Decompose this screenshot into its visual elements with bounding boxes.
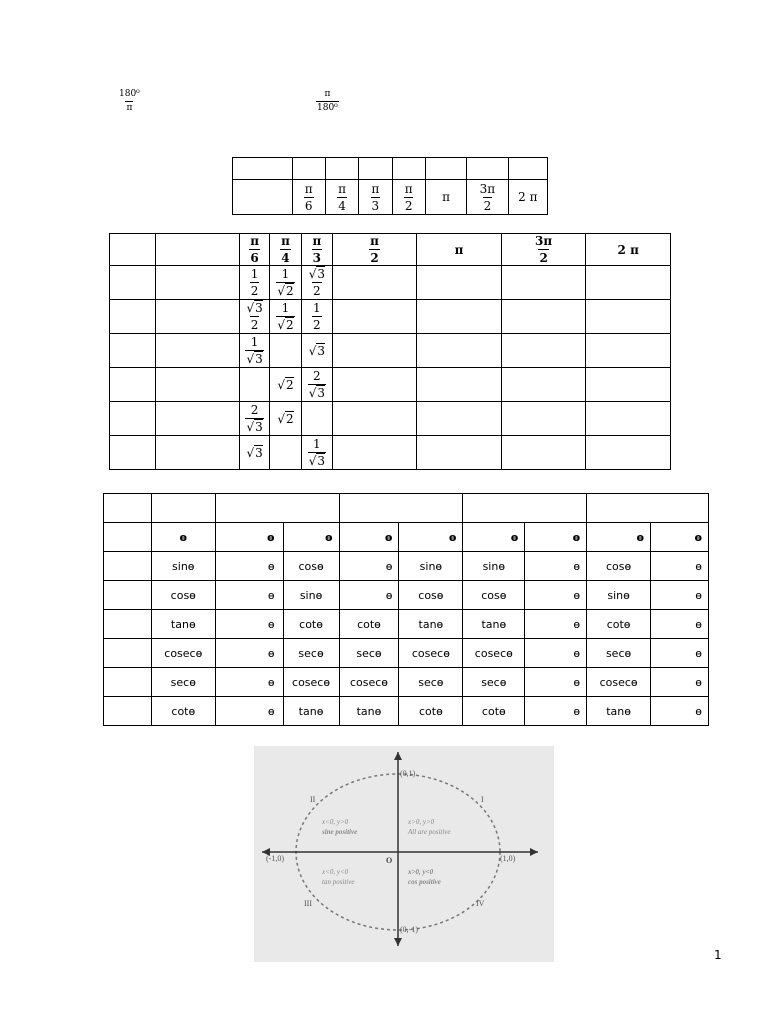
- table-cell: secө: [283, 639, 339, 668]
- radicand: 3: [317, 267, 325, 281]
- table-cell: [270, 300, 302, 334]
- two-pi: 2 π: [617, 242, 639, 257]
- table-cell: [110, 300, 156, 334]
- fraction-numerator: 1: [313, 437, 321, 451]
- table-cell: [155, 266, 239, 300]
- table-cell: [292, 180, 325, 215]
- fraction-denominator: √3: [308, 386, 325, 400]
- table-cell: cotө: [399, 697, 463, 726]
- table-cell: tanө: [587, 697, 651, 726]
- theta-symbol: ө: [694, 530, 702, 544]
- quadrant-iii-label: III: [304, 899, 312, 908]
- fraction-numerator: √3: [246, 301, 263, 315]
- two-pi: 2 π: [518, 190, 538, 204]
- fraction-numerator: π: [371, 181, 380, 196]
- table-cell: [586, 402, 671, 436]
- fraction-numerator: √3: [308, 267, 325, 281]
- table-cell: [586, 368, 671, 402]
- theta-header: [525, 523, 587, 552]
- radian-conversion-fraction: [316, 90, 339, 113]
- theta-symbol: ө: [324, 530, 333, 544]
- fraction-denominator: 2: [313, 284, 321, 298]
- table-cell: ө: [651, 610, 709, 639]
- fraction-denominator: 6: [250, 251, 259, 265]
- table-cell: [417, 234, 502, 266]
- table-cell: [467, 158, 508, 180]
- table-cell: cotө: [339, 610, 399, 639]
- table-cell: ө: [525, 552, 587, 581]
- table-row: [104, 639, 709, 668]
- angle-table: [232, 157, 548, 215]
- table-cell: secө: [399, 668, 463, 697]
- table-cell: [292, 158, 325, 180]
- table-cell: [332, 234, 417, 266]
- allied-angles-table: [103, 493, 709, 726]
- table-cell: [104, 523, 152, 552]
- fraction-numerator: π: [370, 234, 379, 248]
- table-cell: [332, 402, 417, 436]
- table-cell: √3: [240, 436, 270, 470]
- table-cell: cosө: [151, 581, 215, 610]
- table-cell: sinө: [463, 552, 525, 581]
- table-cell: cotө: [463, 697, 525, 726]
- fraction-numerator: π: [281, 234, 290, 248]
- quadrant-i-label: I: [481, 795, 484, 804]
- unit-circle-figure: [254, 746, 554, 962]
- quadrant-iii-condition: x<0, y<0: [322, 868, 349, 876]
- table-cell: ө: [339, 581, 399, 610]
- table-cell: [155, 334, 239, 368]
- table-cell: cosecө: [463, 639, 525, 668]
- table-cell: √2: [270, 368, 302, 402]
- fraction-denominator: 2: [250, 284, 259, 298]
- arrow-down-icon: [394, 938, 402, 946]
- radicand: 2: [285, 377, 294, 392]
- table-cell: [301, 436, 332, 470]
- table-cell: [508, 180, 547, 215]
- fraction-denominator: 2: [370, 251, 379, 265]
- arrow-up-icon: [394, 752, 402, 760]
- table-cell: tanө: [399, 610, 463, 639]
- table-cell: [270, 266, 302, 300]
- table-cell: [104, 639, 152, 668]
- table-cell: [301, 234, 332, 266]
- fraction-numerator: 1: [281, 267, 290, 281]
- theta-header: [587, 523, 651, 552]
- radicand: 2: [285, 411, 294, 426]
- table-cell: [359, 158, 392, 180]
- fraction-numerator: 1: [250, 267, 259, 281]
- table-cell: cosecө: [339, 668, 399, 697]
- table-cell: ө: [215, 610, 283, 639]
- table-cell: [104, 668, 152, 697]
- fraction-numerator: π: [250, 234, 259, 248]
- table-cell: ө: [651, 668, 709, 697]
- table-cell: [301, 402, 332, 436]
- table-cell: tanө: [463, 610, 525, 639]
- table-cell: [325, 158, 358, 180]
- fraction-denominator: 3: [371, 198, 380, 213]
- radicand: 2: [285, 284, 294, 298]
- table-cell: tanө: [339, 697, 399, 726]
- table-cell: [586, 234, 671, 266]
- table-row: [104, 697, 709, 726]
- quadrant-iii-rule: tan positive: [322, 878, 355, 886]
- fraction-numerator: π: [338, 181, 346, 196]
- table-cell: [501, 368, 586, 402]
- quadrant-iv-rule: cos positive: [408, 878, 441, 886]
- table-cell: [233, 180, 293, 215]
- theta-header: [151, 523, 215, 552]
- table-cell: [240, 300, 270, 334]
- pi-symbol: π: [442, 190, 450, 204]
- table-cell: [417, 368, 502, 402]
- table-cell: [587, 494, 709, 523]
- arrow-right-icon: [530, 848, 538, 856]
- table-cell: [110, 234, 156, 266]
- fraction-numerator: 3π: [479, 181, 496, 196]
- fraction-denominator: √3: [308, 454, 325, 468]
- table-cell: [501, 334, 586, 368]
- table-cell: cosө: [463, 581, 525, 610]
- fraction-numerator: 1: [281, 301, 290, 315]
- table-cell: sinө: [151, 552, 215, 581]
- radicand: 3: [317, 343, 325, 358]
- table-cell: cosecө: [399, 639, 463, 668]
- table-cell: ө: [525, 610, 587, 639]
- table-cell: [586, 300, 671, 334]
- table-cell: [417, 334, 502, 368]
- table-cell: ө: [215, 581, 283, 610]
- table-cell: [233, 158, 293, 180]
- table-cell: [586, 334, 671, 368]
- fraction-numerator: 2: [250, 403, 259, 417]
- radicand: 3: [317, 454, 325, 468]
- table-cell: secө: [463, 668, 525, 697]
- table-cell: [392, 180, 425, 215]
- table-cell: [501, 300, 586, 334]
- fraction-denominator: √3: [246, 420, 263, 434]
- quadrant-ii-condition: x<0, y>0: [322, 818, 349, 826]
- table-cell: ө: [339, 552, 399, 581]
- fraction-denominator: 2: [404, 198, 413, 213]
- table-cell: [501, 266, 586, 300]
- table-cell: [332, 334, 417, 368]
- table-cell: ө: [525, 581, 587, 610]
- table-cell: [110, 436, 156, 470]
- table-cell: [240, 402, 270, 436]
- table-cell: [155, 436, 239, 470]
- table-cell: [417, 402, 502, 436]
- fraction-numerator: π: [404, 181, 413, 196]
- table-cell: ө: [525, 697, 587, 726]
- theta-symbol: ө: [636, 530, 645, 544]
- table-cell: √3: [301, 334, 332, 368]
- fraction-denominator: 3: [312, 251, 322, 265]
- label-origin: O: [386, 856, 393, 865]
- table-cell: [417, 436, 502, 470]
- table-cell: ө: [215, 552, 283, 581]
- table-cell: [240, 334, 270, 368]
- fraction-denominator: √3: [246, 352, 263, 366]
- table-cell: cosecө: [283, 668, 339, 697]
- table-cell: [110, 266, 156, 300]
- quadrant-iv-condition: x>0, y<0: [408, 868, 434, 876]
- page-number: 1: [714, 948, 722, 962]
- table-cell: [392, 158, 425, 180]
- quadrant-ii-label: II: [310, 795, 316, 804]
- quadrant-i-condition: x>0, y>0: [408, 818, 435, 826]
- table-cell: [501, 402, 586, 436]
- table-cell: sinө: [587, 581, 651, 610]
- theta-symbol: ө: [384, 530, 393, 544]
- table-cell: ө: [651, 697, 709, 726]
- fraction-numerator: 2: [313, 369, 321, 383]
- label-top: (0,1): [400, 769, 416, 778]
- table-cell: [240, 266, 270, 300]
- fraction-numerator: 3π: [535, 234, 553, 248]
- table-cell: cosө: [399, 581, 463, 610]
- table-cell: [417, 300, 502, 334]
- table-cell: [339, 494, 463, 523]
- theta-header: [215, 523, 283, 552]
- table-cell: [508, 158, 547, 180]
- fraction-denominator: 2: [250, 318, 259, 332]
- table-cell: [332, 368, 417, 402]
- fraction-numerator: π: [304, 181, 313, 196]
- table-cell: tanө: [283, 697, 339, 726]
- table-cell: [301, 368, 332, 402]
- table-cell: [501, 234, 586, 266]
- label-right: (1,0): [500, 854, 516, 863]
- table-cell: [240, 368, 270, 402]
- table-cell: [151, 494, 215, 523]
- fraction-denominator: 2: [313, 318, 321, 332]
- fraction-numerator: 1: [250, 335, 259, 349]
- table-cell: [332, 266, 417, 300]
- table-cell: [104, 610, 152, 639]
- table-cell: [270, 334, 302, 368]
- table-cell: secө: [339, 639, 399, 668]
- table-cell: [104, 697, 152, 726]
- theta-header: [463, 523, 525, 552]
- table-cell: secө: [151, 668, 215, 697]
- table-cell: ө: [651, 552, 709, 581]
- table-cell: [110, 368, 156, 402]
- theta-header: [283, 523, 339, 552]
- theta-symbol: ө: [510, 530, 519, 544]
- fraction-denominator: 2: [539, 251, 548, 265]
- quadrant-i-rule: All are positive: [408, 828, 451, 836]
- table-cell: cosecө: [151, 639, 215, 668]
- table-cell: ө: [215, 697, 283, 726]
- degree-conversion-fraction: [118, 90, 141, 113]
- quadrant-ii-rule: sine positive: [322, 828, 358, 836]
- table-cell: [425, 180, 466, 215]
- fraction-denominator: 6: [304, 198, 313, 213]
- theta-symbol: ө: [179, 530, 188, 544]
- table-cell: [301, 300, 332, 334]
- fraction-denominator: √2: [277, 318, 294, 332]
- fraction-numerator: 180⁰: [119, 89, 140, 99]
- radicand: 3: [255, 420, 263, 434]
- table-row: [104, 610, 709, 639]
- fraction-numerator: π: [312, 234, 322, 248]
- table-cell: ө: [215, 668, 283, 697]
- fraction-denominator: 4: [281, 251, 290, 265]
- table-cell: cosө: [587, 552, 651, 581]
- table-cell: sinө: [283, 581, 339, 610]
- theta-header: [339, 523, 399, 552]
- quadrant-iv-label: IV: [476, 899, 485, 908]
- table-cell: [270, 436, 302, 470]
- table-cell: [425, 158, 466, 180]
- table-row: [104, 581, 709, 610]
- table-cell: [463, 494, 587, 523]
- table-cell: sinө: [399, 552, 463, 581]
- fraction-numerator: 1: [313, 301, 321, 315]
- table-cell: [359, 180, 392, 215]
- table-cell: [332, 300, 417, 334]
- table-cell: [325, 180, 358, 215]
- table-cell: [240, 234, 270, 266]
- table-cell: [104, 581, 152, 610]
- radicand: 2: [285, 318, 294, 332]
- fraction-denominator: π: [126, 103, 133, 113]
- table-cell: [110, 402, 156, 436]
- table-cell: ө: [651, 639, 709, 668]
- table-cell: [586, 436, 671, 470]
- theta-symbol: ө: [448, 530, 457, 544]
- table-cell: cosө: [283, 552, 339, 581]
- trig-values-table: [109, 233, 671, 470]
- theta-symbol: ө: [572, 530, 581, 544]
- table-cell: tanө: [151, 610, 215, 639]
- fraction-denominator: 180⁰: [317, 103, 338, 113]
- table-row: [104, 552, 709, 581]
- table-cell: cotө: [587, 610, 651, 639]
- theta-symbol: ө: [267, 530, 275, 544]
- table-cell: [501, 436, 586, 470]
- fraction-numerator: π: [324, 89, 331, 99]
- fraction-denominator: 2: [483, 198, 492, 213]
- table-cell: [104, 552, 152, 581]
- table-cell: [586, 266, 671, 300]
- radicand: 3: [255, 301, 263, 315]
- table-cell: cotө: [151, 697, 215, 726]
- pi-symbol: π: [454, 242, 464, 257]
- label-left: (-1,0): [266, 854, 284, 863]
- table-cell: ө: [651, 581, 709, 610]
- table-cell: [417, 266, 502, 300]
- table-cell: √2: [270, 402, 302, 436]
- table-row: [104, 668, 709, 697]
- theta-header: [651, 523, 709, 552]
- label-bottom: (0,-1): [400, 925, 418, 934]
- radicand: 3: [255, 445, 263, 460]
- table-cell: [155, 402, 239, 436]
- table-cell: ө: [215, 639, 283, 668]
- table-cell: [155, 368, 239, 402]
- theta-header: [399, 523, 463, 552]
- table-cell: [301, 266, 332, 300]
- table-cell: [110, 334, 156, 368]
- fraction-denominator: 4: [338, 198, 346, 213]
- radicand: 3: [255, 352, 263, 366]
- quadrant-diagram: [254, 746, 554, 962]
- table-cell: [332, 436, 417, 470]
- table-cell: [467, 180, 508, 215]
- table-cell: cotө: [283, 610, 339, 639]
- table-cell: [104, 494, 152, 523]
- table-cell: cosecө: [587, 668, 651, 697]
- table-cell: ө: [525, 639, 587, 668]
- table-cell: [270, 234, 302, 266]
- table-cell: secө: [587, 639, 651, 668]
- fraction-denominator: √2: [277, 284, 294, 298]
- table-cell: [215, 494, 339, 523]
- table-cell: ө: [525, 668, 587, 697]
- table-cell: [155, 300, 239, 334]
- table-cell: [155, 234, 239, 266]
- radicand: 3: [317, 386, 325, 400]
